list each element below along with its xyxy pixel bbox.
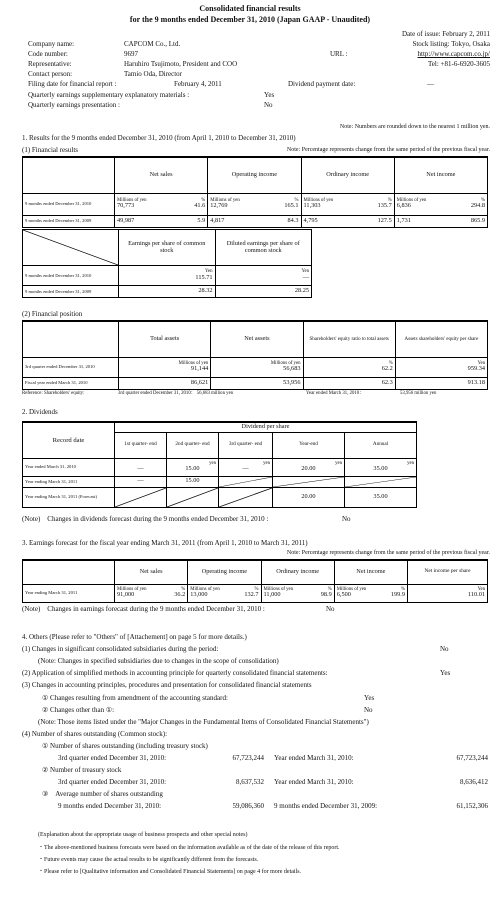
pres-value: No [264, 101, 273, 109]
section-1-title: 1. Results for the 9 months ended December 31, 2010 (from April 1, 2010 to December 31, 2010) [22, 134, 296, 142]
equity-reference-fy: 53,956 million yen [400, 391, 437, 396]
others-line-3-note: (Note: Those items listed under the "Major Changes in the Fundamental Items of Consolidated Financial Statements") [38, 718, 369, 726]
col-total-assets: Total assets [119, 321, 211, 357]
eps-corner-cell [23, 230, 119, 266]
equity-reference-label: Reference: Shareholders' equity: [22, 391, 85, 396]
explanation-bullet: ・Future events may cause the actual results to be significantly different from the forecasts. [38, 857, 259, 863]
supp-value: Yes [264, 91, 275, 99]
financial-position-heading: (2) Financial position [22, 310, 83, 318]
dividend-per-share-header: Dividend per share [115, 422, 417, 432]
code-label: Code number: [28, 50, 68, 58]
doc-title: Consolidated financial results [199, 4, 301, 13]
average-shares-2009-label: 9 months ended December 31, 2009: [274, 802, 378, 810]
dividend-date: — [427, 80, 434, 88]
dividends-heading: 2. Dividends [22, 408, 58, 416]
treasury-q3-label: 3rd quarter ended December 31, 2010: [58, 778, 167, 786]
diagonal-cell [273, 476, 345, 487]
table-row: 3rd quarter ended December 31, 2010 Millions of yen 91,144 Millions of yen 56,683 % 62.2 Yen 959.34 [23, 357, 488, 377]
explanation-heading: (Explanation about the appropriate usage of business prospects and other special notes) [38, 832, 248, 838]
eps-table [22, 229, 312, 298]
average-shares-2010: 59,086,360 [232, 802, 264, 810]
average-shares-2009: 61,152,306 [456, 802, 488, 810]
telephone: Tel: +81-6-6920-3605 [428, 60, 490, 68]
others-heading: 4. Others (Please refer to "Others" of [Attachement] on page 5 for more details.) [22, 633, 247, 641]
col-equity-per-share: Assets shareholders' equity per share [395, 321, 487, 357]
table-row: Year ended March 31, 2010 — yen 15.00 yen — yen 20.00 yen 35.00 [23, 458, 417, 476]
diagonal-cell [219, 476, 273, 487]
others-line-1: (1) Changes in significant consolidated subsidiaries during the period: [22, 645, 219, 653]
stock-listing: Stock listing: Tokyo, Osaka [412, 40, 490, 48]
corner-cell [23, 157, 115, 193]
table-row: 9 months ended December 31, 2009 28.32 28.25 [23, 286, 312, 298]
dividends-table: Record date Dividend per share 1st quarter- end 2nd quarter- end 3rd quarter- end Year-end Annual Year ended March 31, 2010 — yen 15.00 yen — yen 20.00 yen 35.00 Year ending March 31, 2011 — 15.00 Year ending March 31, 2011 (Forecast) 20.00 35.00 [22, 421, 417, 508]
financial-position-table [22, 320, 488, 390]
company-label: Company name: [28, 40, 75, 48]
forecast-table: Net sales Operating income Ordinary income Net income Net income per share Year ending March 31, 2011 Millions of yen % 91,000 36.2 Millions of yen % 13,000 132.7 Millions of yen % 11,000 98.9 Millions of yen % 6,500 199.9 Yen 110.01 [22, 559, 488, 603]
pres-label: Quarterly earnings presentation : [28, 101, 120, 109]
diagonal-cell [219, 487, 273, 507]
shares-outstanding-q3-label: 3rd quarter ended December 31, 2010: [58, 754, 167, 762]
contact-person: Tamio Oda, Director [124, 70, 183, 78]
others-line-3b: ② Changes other than ①: [42, 706, 115, 714]
table-row: Year ending March 31, 2011 — 15.00 [23, 476, 417, 487]
date-of-issue: Date of issue: February 2, 2011 [402, 30, 490, 38]
contact-label: Contact person: [28, 70, 73, 78]
shares-outstanding-fy: 67,723,244 [456, 754, 488, 762]
shares-outstanding-label: ① Number of shares outstanding (including treasury stock) [42, 742, 208, 750]
explanation-bullet: ・The above-mentioned business forecasts were based on the information available as of the date of the release of this report. [38, 845, 340, 851]
table-row: Year ending March 31, 2011 Millions of yen % 91,000 36.2 Millions of yen % 13,000 132.7 Millions of yen % 11,000 98.9 Millions of yen % 6,500 199.9 Yen 110.01 [23, 584, 488, 602]
rep-label: Representative: [28, 60, 72, 68]
financial-results-heading: (1) Financial results [22, 146, 78, 154]
others-line-3a: ① Changes resulting from amendment of the accounting standard: [42, 694, 228, 702]
treasury-fy-label: Year ended March 31, 2010: [274, 778, 354, 786]
forecast-heading: 3. Earnings forecast for the fiscal year ending March 31, 2011 (from April 1, 2010 to March 31, 2011) [22, 539, 308, 547]
table-row: 9 months ended December 31, 2010 Millions of yen % 70,773 41.6 Millions of yen % 12,769 165.1 Millions of yen % 11,303 135.7 Millions of yen % 6,836 294.8 [23, 193, 488, 215]
table-row: 9 months ended December 31, 2009 49,987 5.9 4,817 84.3 4,795 127.5 1,731 865.9 [23, 215, 488, 227]
record-date-header: Record date [23, 422, 115, 458]
col-diluted-eps: Diluted earnings per share of common stock [215, 230, 312, 266]
treasury-fy: 8,636,412 [460, 778, 488, 786]
forecast-change-note: (Note) Changes in earnings forecast during the 9 months ended December 31, 2010 : [22, 605, 265, 613]
col-operating-income: Operating income [208, 157, 301, 193]
code-number: 9697 [124, 50, 138, 58]
col-net-assets: Net assets [211, 321, 303, 357]
others-line-2-value: Yes [440, 669, 451, 677]
table-row: Year ending March 31, 2011 (Forecast) 20.00 35.00 [23, 487, 417, 507]
diagonal-cell [115, 487, 167, 507]
explanation-bullet: ・Please refer to [Qualitative information and Consolidated Financial Statements] on page 4 for more details. [38, 869, 302, 875]
col-equity-ratio: Shareholders' equity ratio to total assets [303, 321, 395, 357]
equity-reference-fy-label: Year ended March 31, 2010： [306, 391, 364, 396]
equity-reference-q3: 3rd quarter ended December 31, 2010： 56,683 million yen [118, 391, 234, 396]
percentage-note: Note: Percentage represents change from the same period of the previous fiscal year. [286, 147, 490, 153]
others-line-1-note: (Note: Changes in specified subsidiaries due to changes in the scope of consolidation) [38, 657, 279, 665]
diagonal-cell [167, 487, 219, 507]
rounding-note: Note: Numbers are rounded down to the nearest 1 million yen. [339, 124, 490, 130]
dividends-change-value: No [342, 515, 351, 523]
col-ordinary-income: Ordinary income [301, 157, 394, 193]
col-eps: Earnings per share of common stock [119, 230, 216, 266]
treasury-q3: 8,637,532 [236, 778, 264, 786]
others-line-2: (2) Application of simplified methods in accounting principle for quarterly consolidated financial statements: [22, 669, 328, 677]
average-shares-label: ③ Average number of shares outstanding [42, 790, 163, 798]
treasury-stock-label: ② Number of treasury stock [42, 766, 122, 774]
company-url-link[interactable]: http://www.capcom.co.jp/ [417, 50, 490, 58]
others-line-3: (3) Changes in accounting principles, procedures and presentation for consolidated financial statements [22, 681, 312, 689]
filing-date: February 4, 2011 [174, 80, 222, 88]
url-label: URL : [330, 50, 348, 58]
table-row: Fiscal year ended March 31, 2010 86,621 53,956 62.3 913.18 [23, 377, 488, 389]
diagonal-cell [345, 476, 417, 487]
shares-outstanding-q3: 67,723,244 [232, 754, 264, 762]
average-shares-2010-label: 9 months ended December 31, 2010: [58, 802, 162, 810]
others-line-4: (4) Number of shares outstanding (Common stock): [22, 730, 168, 738]
col-net-sales: Net sales [115, 157, 208, 193]
company-name: CAPCOM Co., Ltd. [124, 40, 181, 48]
shares-outstanding-fy-label: Year ended March 31, 2010: [274, 754, 354, 762]
table-row: 9 months ended December 31, 2010 Yen 115.71 Yen — [23, 266, 312, 286]
col-net-income: Net income [394, 157, 487, 193]
dividend-date-label: Dividend payment date: [288, 80, 356, 88]
supp-label: Quarterly earnings supplementary explanatory materials : [28, 91, 190, 99]
others-line-1-value: No [440, 645, 449, 653]
forecast-change-value: No [326, 605, 335, 613]
forecast-percentage-note: Note: Percentage represents change from the same period of the previous fiscal year. [286, 550, 490, 556]
filing-label: Filing date for financial report : [28, 80, 117, 88]
dividends-change-note: (Note) Changes in dividends forecast during the 9 months ended December 31, 2010 : [22, 515, 269, 523]
financial-results-table [22, 156, 488, 228]
others-line-3a-value: Yes [364, 694, 375, 702]
doc-subtitle: for the 9 months ended December 31, 2010 (Japan GAAP - Unaudited) [129, 15, 371, 24]
others-line-3b-value: No [364, 706, 373, 714]
representative: Haruhiro Tsujimoto, President and COO [124, 60, 238, 68]
